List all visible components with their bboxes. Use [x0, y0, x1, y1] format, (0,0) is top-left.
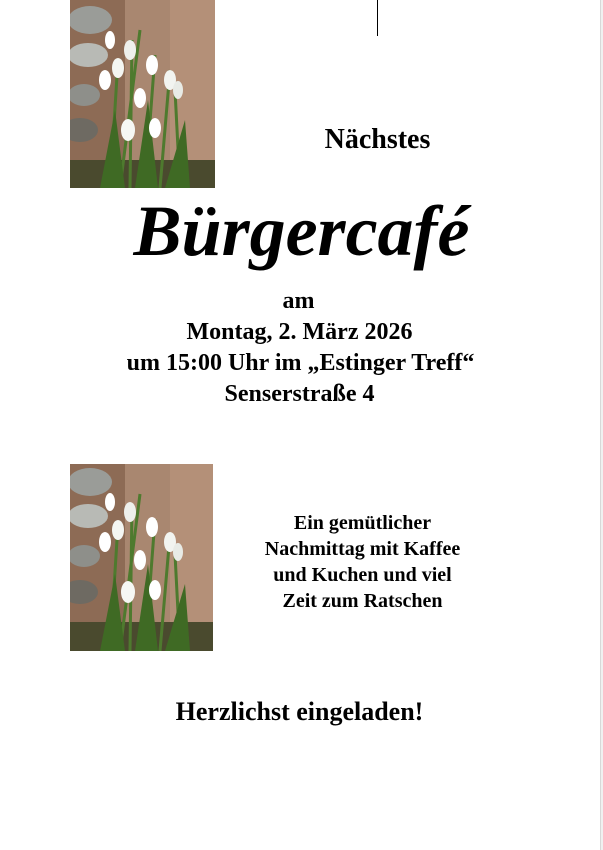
label-am: am [282, 288, 315, 314]
event-date: Montag, 2. März 2026 [186, 319, 413, 345]
description-line: und Kuchen und viel [273, 564, 452, 586]
event-time-location: um 15:00 Uhr im „Estinger Treff“ [126, 350, 475, 376]
snowdrops-photo-middle [70, 464, 213, 651]
text-cursor [377, 0, 378, 36]
event-description [240, 510, 485, 614]
invitation-text: Herzlichst eingeladen! [175, 697, 424, 726]
description-line: Nachmittag mit Kaffee [264, 538, 461, 560]
description-line: Ein gemütlicher [293, 512, 432, 534]
event-street: Senserstraße 4 [224, 381, 375, 407]
description-line: Zeit zum Ratschen [282, 590, 443, 612]
snowdrops-photo-top [70, 0, 215, 188]
event-title: Bürgercafé [133, 191, 470, 271]
heading-next: Nächstes [324, 124, 431, 155]
